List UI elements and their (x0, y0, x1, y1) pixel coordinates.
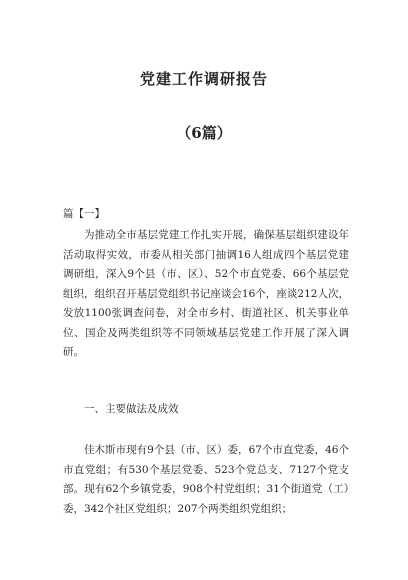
section-label: 篇【一】 (63, 208, 105, 220)
document-subtitle: （6篇） (176, 124, 232, 142)
section-heading-1: 一、主要做法及成效 (84, 403, 179, 415)
body-paragraph-2: 佳木斯市现有9个县（市、区）委，67个市直党委，46个市直党组；有530个基层党委、523个党总支、7127个党支部。现有62个乡镇党委，908个村党组织；31个街道党（工）委，342个社区党组织；207个两类组织党组织； (63, 444, 349, 515)
document-title: 党建工作调研报告 (139, 70, 268, 88)
body-paragraph-1: 为推动全市基层党建工作扎实开展，确保基层组织建设年活动取得实效，市委从相关部门抽调16人组成四个基层党建调研组，深入9个县（市、区）、52个市直党委、66个基层党组织，组织召开基层党组织书记座谈会16个，座谈212人次，发放1100张调查问卷，对全市乡村、街道社区、机关事业单位、国企及两类组织等不同领域基层党建工作开展了深入调研。 (63, 229, 349, 358)
